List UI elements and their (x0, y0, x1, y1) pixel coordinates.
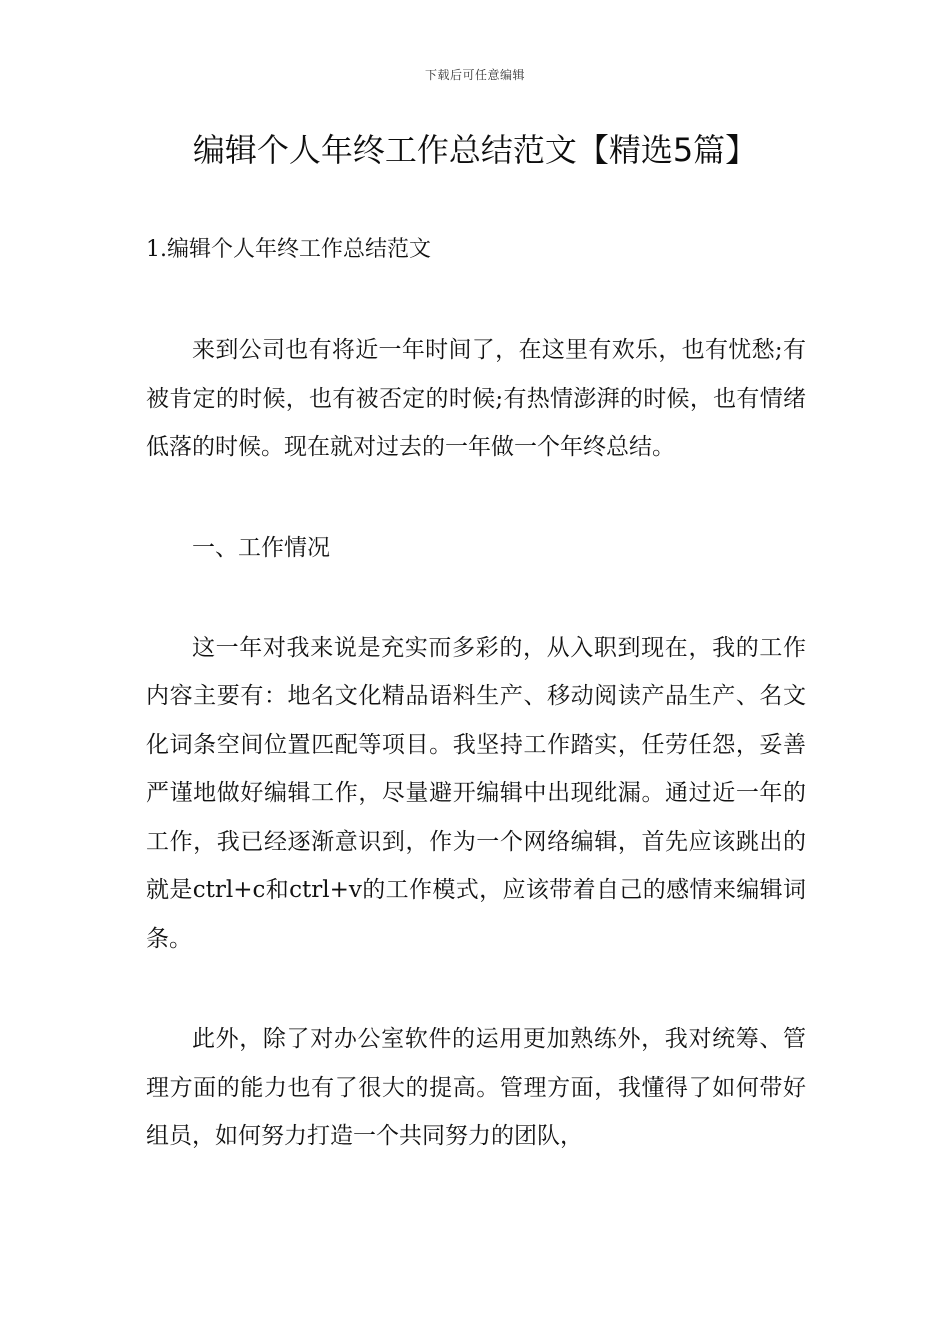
paragraph-skills: 此外，除了对办公室软件的运用更加熟练外，我对统筹、管理方面的能力也有了很大的提高。管理方面，我懂得了如何带好组员，如何努力打造一个共同努力的团队， (146, 1026, 806, 1149)
subheading-work-status: 一、工作情况 (192, 534, 330, 561)
paragraph-work-content: 这一年对我来说是充实而多彩的，从入职到现在，我的工作内容主要有：地名文化精品语料生产、移动阅读产品生产、名文化词条空间位置匹配等项目。我坚持工作踏实，任劳任怨，妥善严谨地做好编辑工作，尽量避开编辑中出现纰漏。通过近一年的工作，我已经逐渐意识到，作为一个网络编辑，首先应该跳出的就是ctrl+c和ctrl+v的工作模式，应该带着自己的感情来编辑词条。 (146, 634, 806, 952)
paragraph-intro: 来到公司也有将近一年时间了，在这里有欢乐，也有忧愁;有被肯定的时候，也有被否定的时候;有热情澎湃的时候，也有情绪低落的时候。现在就对过去的一年做一个年终总结。 (146, 337, 806, 460)
document-body (146, 226, 806, 1161)
spacer (146, 274, 806, 326)
spacer (146, 472, 806, 524)
spacer (146, 963, 806, 1015)
document-title: 编辑个人年终工作总结范文【精选5篇】 (192, 131, 758, 169)
section-heading: 1.编辑个人年终工作总结范文 (146, 237, 431, 262)
spacer (146, 572, 806, 624)
header-note: 下载后可任意编辑 (424, 68, 525, 82)
